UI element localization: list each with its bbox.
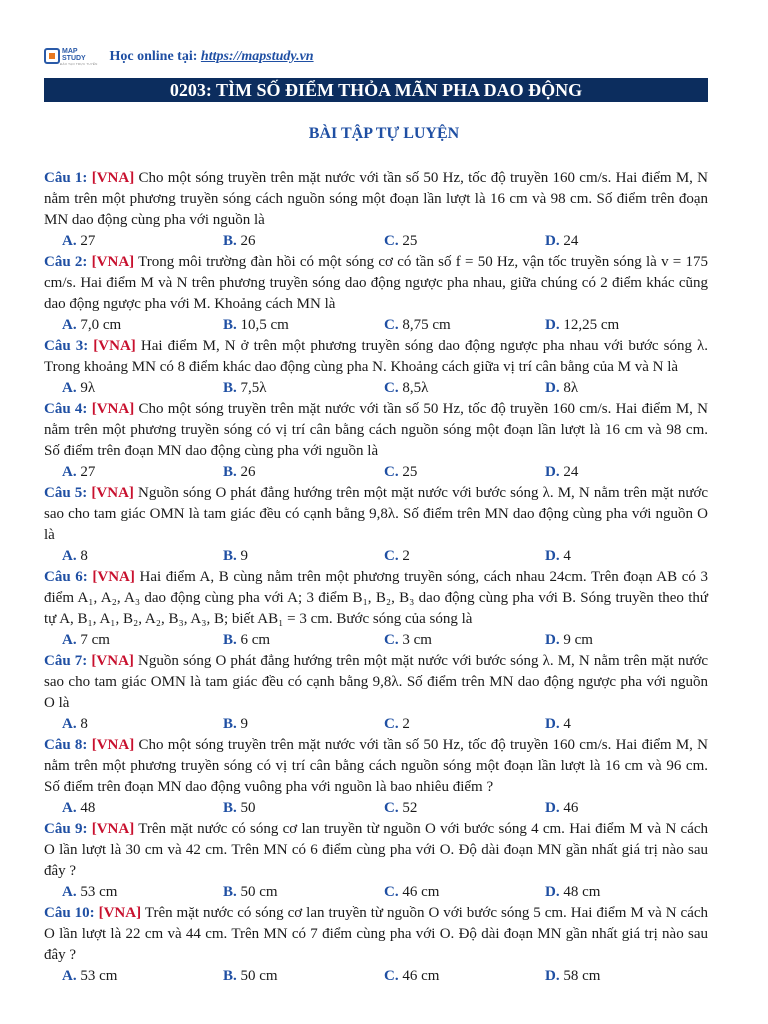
answer-option[interactable] [545,315,706,336]
question-tag: [VNA] [91,401,135,417]
option-label: B. [223,968,237,984]
header [44,44,314,70]
question-text: Cho một sóng truyền trên mặt nước với tần số 50 Hz, tốc độ truyền 160 cm/s. Hai điểm M, N nằm trên một phương truyền sóng có vị trí cân bằng cách nguồn sóng một đoạn lần lượt là 16 cm và 98 cm. Số điểm trên đoạn MN dao động cùng pha với nguồn là [44,401,709,459]
answer-option[interactable] [545,714,706,735]
option-value: 24 [563,464,579,480]
question-text: Hai điểm M, N ở trên một phương truyền sóng dao động ngược pha nhau với bước sóng λ. Trong khoảng MN có 8 điểm khác dao động cùng pha N. Khoảng cách giữa vị trí cân bằng của M và N là [44,338,709,375]
question-text: Trên mặt nước có sóng cơ lan truyền từ nguồn O với bước sóng 4 cm. Hai điểm M và N cách O lần lượt là 30 cm và 42 cm. Trên MN có 6 điểm cùng pha với O. Độ dài đoạn MN gần nhất giá trị nào sau đây ? [44,821,709,879]
option-label: A. [62,317,77,333]
question-1 [44,168,708,231]
answer-options [44,546,708,567]
question-8 [44,735,708,798]
option-value: 46 [563,800,579,816]
option-value: 25 [402,233,418,249]
answer-option[interactable] [223,966,384,987]
option-label: B. [223,380,237,396]
question-5 [44,483,708,546]
question-text: Nguồn sóng O phát đẳng hướng trên một mặt nước với bước sóng λ. M, N nằm trên mặt nước sao cho tam giác OMN là tam giác đều có cạnh bằng 9,8λ. Số điểm trên MN dao động cùng pha với nguồn O là [44,485,709,543]
answer-option[interactable] [384,315,545,336]
option-value: 4 [563,716,571,732]
option-label: B. [223,632,237,648]
option-label: D. [545,464,560,480]
answer-option[interactable] [62,714,223,735]
option-value: 2 [402,716,410,732]
answer-option[interactable] [223,315,384,336]
option-value: 25 [402,464,418,480]
option-label: A. [62,968,77,984]
option-value: 46 cm [402,884,440,900]
answer-option[interactable] [223,630,384,651]
option-value: 27 [80,233,96,249]
option-value: 8 [80,548,88,564]
answer-option[interactable] [62,966,223,987]
answer-option[interactable] [223,231,384,252]
option-value: 7 cm [80,632,110,648]
question-number: Câu 4: [44,401,88,417]
answer-option[interactable] [62,630,223,651]
question-3 [44,336,708,378]
question-text: Nguồn sóng O phát đẳng hướng trên một mặt nước với bước sóng λ. M, N nằm trên mặt nước sao cho tam giác OMN là tam giác đều có cạnh bằng 9,8λ. Số điểm trên MN dao động ngược pha với nguồn O là [44,653,709,711]
question-tag: [VNA] [91,821,135,837]
option-value: 48 [80,800,96,816]
option-label: A. [62,380,77,396]
answer-options [44,798,708,819]
online-label: Học online tại: https://mapstudy.vn [109,49,314,64]
option-label: B. [223,548,237,564]
option-label: A. [62,464,77,480]
answer-option[interactable] [384,798,545,819]
option-label: D. [545,317,560,333]
option-value: 12,25 cm [563,317,620,333]
option-label: A. [62,632,77,648]
option-value: 26 [240,464,256,480]
option-label: D. [545,548,560,564]
question-6 [44,567,708,630]
option-label: B. [223,317,237,333]
option-label: A. [62,800,77,816]
answer-option[interactable] [62,798,223,819]
option-value: 2 [402,548,410,564]
option-value: 3 cm [402,632,432,648]
answer-option[interactable] [62,882,223,903]
map-icon [44,48,60,64]
option-label: D. [545,716,560,732]
answer-option[interactable] [223,798,384,819]
answer-option[interactable] [384,714,545,735]
question-text: Hai điểm A, B cùng nằm trên một phương truyền sóng, cách nhau 24cm. Trên đoạn AB có 3 điểm A₁, A₂, A₃ dao động cùng pha với A; 3 điểm B₁, B₂, B₃ dao động cùng pha với B. Sóng truyền theo thứ tự A, B₁, A₁, B₂, A₂, B₃, A₃, B; biết AB₁ = 3 cm. Bước sóng của sóng là [44,569,708,627]
option-label: A. [62,233,77,249]
question-tag: [VNA] [98,905,142,921]
logo-text-2: STUDY [62,55,86,62]
answer-options [44,462,708,483]
lesson-title: 0203: TÌM SỐ ĐIỂM THỎA MÃN PHA DAO ĐỘNG [44,78,708,102]
answer-option[interactable] [545,231,706,252]
logo-text-1: MAP [62,48,78,55]
question-tag: [VNA] [91,485,134,501]
option-value: 53 cm [80,968,118,984]
question-number: Câu 8: [44,737,88,753]
option-value: 58 cm [563,968,601,984]
option-value: 8,75 cm [402,317,451,333]
question-number: Câu 5: [44,485,88,501]
question-tag: [VNA] [91,254,135,270]
option-value: 50 cm [240,968,278,984]
question-tag: [VNA] [91,170,135,186]
option-label: C. [384,548,399,564]
option-label: B. [223,233,237,249]
answer-option[interactable] [62,378,223,399]
option-value: 48 cm [563,884,601,900]
option-label: C. [384,317,399,333]
answer-options [44,630,708,651]
question-tag: [VNA] [93,338,136,354]
option-label: C. [384,632,399,648]
answer-option[interactable] [223,378,384,399]
option-label: C. [384,464,399,480]
option-value: 26 [240,233,256,249]
answer-options [44,882,708,903]
option-label: B. [223,716,237,732]
answer-option[interactable] [62,462,223,483]
answer-options [44,714,708,735]
question-number: Câu 7: [44,653,88,669]
option-value: 9 cm [563,632,593,648]
answer-options [44,966,708,987]
answer-option[interactable] [223,546,384,567]
question-text: Trong môi trường đàn hồi có một sóng cơ có tần số f = 50 Hz, vận tốc truyền sóng là v = 175 cm/s. Hai điểm M và N trên phương truyền sóng dao động ngược pha nhau, giữa chúng có 2 điểm khác cũng dao động ngược pha với M. Khoảng cách MN là [44,254,709,312]
option-label: B. [223,884,237,900]
question-number: Câu 9: [44,821,88,837]
question-text: Trên mặt nước có sóng cơ lan truyền từ nguồn O với bước sóng 5 cm. Hai điểm M và N cách O lần lượt là 22 cm và 44 cm. Trên MN có 7 điểm cùng pha với O. Độ dài đoạn MN gần nhất giá trị nào sau đây ? [44,905,709,963]
answer-option[interactable] [223,462,384,483]
answer-option[interactable] [223,714,384,735]
option-value: 24 [563,233,579,249]
question-number: Câu 6: [44,569,88,585]
question-7 [44,651,708,714]
option-value: 10,5 cm [240,317,289,333]
question-number: Câu 10: [44,905,95,921]
answer-option[interactable] [384,882,545,903]
answer-options [44,231,708,252]
question-4 [44,399,708,462]
option-value: 6 cm [240,632,271,648]
option-value: 8 [80,716,88,732]
option-value: 7,0 cm [80,317,122,333]
option-label: D. [545,800,560,816]
answer-option[interactable] [62,315,223,336]
answer-option[interactable] [384,630,545,651]
answer-option[interactable] [384,378,545,399]
option-value: 53 cm [80,884,118,900]
answer-option[interactable] [384,462,545,483]
answer-option[interactable] [223,882,384,903]
question-10 [44,903,708,966]
option-label: A. [62,716,77,732]
option-label: B. [223,800,237,816]
option-label: C. [384,233,399,249]
option-value: 9 [240,548,249,564]
answer-option[interactable] [545,378,706,399]
question-tag: [VNA] [91,737,135,753]
option-value: 52 [402,800,418,816]
answer-option[interactable] [545,882,706,903]
question-list [44,168,708,987]
mapstudy-logo [44,48,98,66]
option-value: 9 [240,716,249,732]
logo-subtitle: ĐÀO TẠO TRỰC TUYẾN [60,62,98,66]
answer-option[interactable] [545,546,706,567]
option-label: D. [545,632,560,648]
answer-option[interactable] [545,798,706,819]
question-tag: [VNA] [91,653,134,669]
option-value: 8,5λ [402,380,429,396]
site-link[interactable]: https://mapstudy.vn [200,49,314,64]
option-value: 7,5λ [240,380,267,396]
answer-option[interactable] [545,630,706,651]
answer-options [44,315,708,336]
question-9 [44,819,708,882]
answer-option[interactable] [384,546,545,567]
option-label: B. [223,464,237,480]
answer-option[interactable] [384,231,545,252]
question-number: Câu 1: [44,170,88,186]
option-value: 9λ [80,380,96,396]
option-label: C. [384,716,399,732]
option-label: C. [384,968,399,984]
option-label: C. [384,884,399,900]
option-label: C. [384,380,399,396]
answer-option[interactable] [545,966,706,987]
option-label: C. [384,800,399,816]
question-tag: [VNA] [92,569,135,585]
option-label: D. [545,233,560,249]
section-title: BÀI TẬP TỰ LUYỆN [308,125,460,142]
option-label: D. [545,968,560,984]
question-2 [44,252,708,315]
option-value: 8λ [563,380,579,396]
question-number: Câu 2: [44,254,88,270]
answer-option[interactable] [62,546,223,567]
option-label: A. [62,884,77,900]
question-text: Cho một sóng truyền trên mặt nước với tần số 50 Hz, tốc độ truyền 160 cm/s. Hai điểm M, N nằm trên một phương truyền sóng có vị trí cân bằng cách nguồn sóng một đoạn lần lượt là 16 cm và 96 cm. Số điểm trên đoạn MN dao động vuông pha với nguồn là bao nhiêu điểm ? [44,737,709,795]
option-value: 27 [80,464,96,480]
option-value: 50 [240,800,256,816]
answer-options [44,378,708,399]
question-number: Câu 3: [44,338,89,354]
option-label: D. [545,884,560,900]
question-text: Cho một sóng truyền trên mặt nước với tần số 50 Hz, tốc độ truyền 160 cm/s. Hai điểm M, N nằm trên một phương truyền sóng cách nguồn sóng một đoạn lần lượt là 16 cm và 98 cm. Số điểm trên đoạn MN dao động cùng pha với nguồn là [44,170,709,228]
answer-option[interactable] [384,966,545,987]
option-label: A. [62,548,77,564]
answer-option[interactable] [62,231,223,252]
option-label: D. [545,380,560,396]
answer-option[interactable] [545,462,706,483]
option-value: 50 cm [240,884,278,900]
option-value: 4 [563,548,571,564]
option-value: 46 cm [402,968,440,984]
